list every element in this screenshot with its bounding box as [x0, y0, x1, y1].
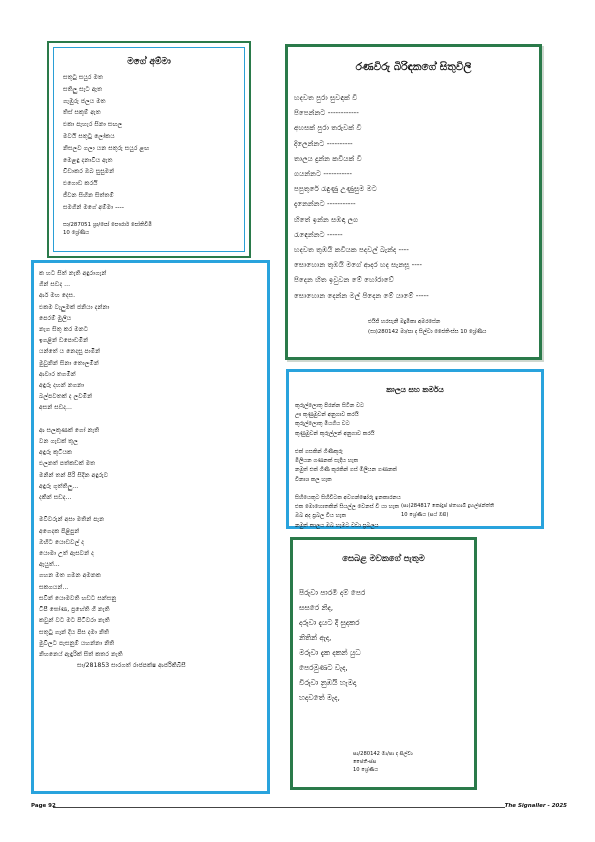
poem-line: හිතේ ඉන්න සඹඳා ලග [294, 214, 359, 224]
poem-line: දකින් සඩද... [39, 494, 72, 502]
poem-line: සමගින් මගේ අම්මා ---- [63, 203, 125, 211]
poem-line: දැනෙන්නට ----------- [294, 199, 356, 209]
poem-line: ඔහිට යොඩවල් ද [39, 538, 85, 546]
poem-line: පිපෙන්නට ------------ [294, 108, 359, 118]
author-unit: ජෛතිංස්ස [353, 759, 377, 765]
poem-line: එකා පැහැර සිනා සඟල [63, 121, 123, 129]
poem-card-mage-amma [47, 41, 251, 258]
poem-line: අසන් සඩද... [39, 404, 72, 412]
poem-line: වන ගැඩක් තුල [39, 438, 78, 446]
author-name: (සා)284817 කෝදුප් ජතහාබි දුහල්ජන්ත්ති [401, 503, 495, 509]
poem-line [295, 439, 401, 448]
poem-line: මුවුනින් සිනා තොලමින් [39, 359, 99, 367]
poem-line: පිරුවා පාරමී දම් පෙර [299, 588, 366, 597]
poem-line: අඳුරු දහන් නගනා [39, 382, 85, 390]
poem-title: කාලය සහ කර්මය [386, 385, 444, 394]
poem-line: අඳුරු ගුත්තිලු... [39, 482, 79, 490]
poem-line: රැඳෙන්නට ------ [294, 229, 343, 239]
author-credit [63, 221, 152, 237]
poem-line: දිලෙන්නට ---------- [294, 138, 353, 148]
author-credit: සා/281853 සාරගත් රාජපක්ෂ ආර්ජිකිබිසී [77, 662, 186, 670]
author-grade: (සා)280142 මා/පා ද සිල්වා ජෛතිංස්ස 10 ශ්‍රේණිය [368, 329, 487, 335]
poem-card-long [31, 260, 270, 794]
poem-line: නමුත් එක් ගිණි කූරකින් ගස් මිලියන ගණනක් [295, 467, 397, 474]
poem-line: නිතින් ඇද, [299, 633, 332, 642]
poem-line: සතුටු සයුර මත [63, 74, 103, 81]
author-credit [368, 317, 486, 337]
poem-line: පෙරමුණට වැද, [299, 663, 348, 672]
footer-divider [53, 807, 505, 808]
poem-line: අහසක් පුරා තරුවක් වී [294, 123, 362, 133]
poem-line: හදවතේ මැද, [299, 693, 340, 702]
poem-line: පිදෙන හිත ඉවුවන මේ හෝරාවේ [294, 275, 394, 285]
poem-line: නිහනෙය් ඇඳුරික් සිත් කතර නැති [39, 650, 123, 658]
poem-line: නැග සිතු කර මනට [39, 326, 89, 334]
poem-lines [295, 402, 401, 531]
poem-line: සිහියෙකුට සිහිවිටක අවගන්ෂෝරු ඉනකාරනය [295, 495, 401, 502]
poem-line: ගහන මත ගමන අමනක [39, 572, 101, 580]
poem-line: හදවත පුරා සුවඳක් වී [294, 93, 358, 102]
poem-line: සතුටු ගෑන් දිය පිස දමා නිති [39, 628, 110, 636]
poem-line: අඳුරු කුටියක [39, 449, 73, 457]
poem-card-kalaya-saha-karmaya [286, 369, 544, 529]
poem-line: යොමා උත් ඇසවන් ද [39, 550, 94, 558]
poem-line: නමුත් කාලය ඔබ හැමට වඩා ප්‍රබලය [295, 522, 379, 529]
poem-line: සවින් යොමවති හඩට සන්සනු [39, 594, 117, 602]
poem-line: මුවිලට පැසනුම් යහන්නා නිති [39, 639, 115, 647]
author-credit [401, 502, 494, 520]
poem-card-ranaviru-biridakage-sithuvili [285, 44, 542, 360]
poem-line: සකගයන්... [39, 583, 69, 591]
poem-line: එක් ගසකින් ගිණිකුරු [295, 449, 343, 456]
poem-line [39, 414, 186, 425]
poem-line: ක හට සිත් නැති අඳුරාගැන් [39, 270, 107, 277]
poem-line: මිලියන ගණනක් සැදිය හැක [295, 458, 359, 465]
author-name: එයිජි හරසැනී මදුමිකා අමරසේන [368, 319, 441, 325]
poem-line: ආචාර තගමින් [39, 370, 76, 378]
poem-line [295, 485, 401, 494]
poem-line: ටීපී ඝෝණ, ප්‍රහේති ගී නැති [39, 606, 110, 614]
poem-line: දරුවා දැයට දී සුදකර [299, 618, 360, 627]
poem-line: ආ සලකුණක් ගෝ නැති [39, 426, 100, 434]
poem-line: මවිවරුන් අසා මතින් පැන [39, 516, 105, 524]
poem-lines [294, 90, 429, 303]
poem-line: මරුවා දැක දකන් යුධ [299, 648, 361, 657]
poem-line: ආර් මහ දෙස. [39, 292, 76, 300]
poem-line: ජීවන සිහින සිත්තම් [63, 191, 114, 199]
poem-line: එකම වැලුමක් ජනියා දන්නා [39, 303, 110, 311]
poem-line: කුරුල්ලොතු මියගිය වට [295, 421, 350, 428]
author-grade: 10 ශ්‍රේණිය (සය් ඔසි) [401, 512, 449, 518]
poem-line: ඌ කුණුමුවන් අනුගාව කරයි [295, 412, 359, 419]
poem-line: සසරෙ නිද, [299, 603, 334, 612]
poem-line: කුරුල්ලොතු පිරන්න සිටින වට [295, 403, 364, 409]
poem-line: පපුතුරේ රැඳුණු උණුසුම මට [294, 184, 377, 194]
poem-line [39, 503, 186, 514]
author-credit [353, 750, 413, 774]
poem-line: කුණුමුවන් කුරුල්ලන් අනුගාව කරයි [295, 430, 375, 437]
poem-title: රණවිරු බිරිඳකගේ සිතුවිලි [355, 61, 472, 73]
poem-line: ගින් සඩද ... [39, 281, 71, 289]
poem-line: මනින් තන් පිරි සිදින අඳුරුව [39, 471, 109, 479]
poem-line: යන්තේ ය නෙදසු පාමින් [39, 348, 101, 356]
poem-line: අගෙදක පිළිපුන් [39, 527, 80, 535]
poem-line: ඔබ අද ප්‍රබල විය හැක [295, 513, 346, 520]
poem-card-sebala-mavakage-pathuma [290, 537, 477, 790]
poem-line: හදවත තුඹයි කවියක පදවල් බැන්ද ---- [294, 245, 409, 255]
poem-line: තිස් සකුම් ඇත [63, 109, 101, 117]
poem-lines [299, 585, 365, 705]
page-number: Page 92 [31, 803, 56, 809]
poem-line: විරුවා නුඹයි හැමදා [299, 678, 357, 687]
poem-line: මෙළඳු දනාවිය ඇත [63, 156, 113, 164]
poem-line: බල්පවතක් ද ලවමින් [39, 393, 93, 401]
poem-line: ඉගළින් ඩපොඩමින් [39, 337, 89, 345]
author-name: සා/287051 ශ්‍රා/පෝ පෞරාර් පෝතිවිමි [63, 222, 153, 228]
poem-line: කවුන් වට මට පිටිවරා නැති [39, 617, 110, 625]
poem-line: එක මොහොතකින් සියල්ල වෙනස් වී යා හැක [295, 504, 399, 511]
poem-line: චිඩාකර ඔබ සුසුමන් [63, 168, 115, 176]
poem-line: ගැඹුරු ජලය මත [63, 97, 106, 105]
poem-line: සොහොන දෙන්න මල් පිදෙන මේ යාමේ ----- [294, 290, 429, 300]
poem-line: තාලය දුන්න කවියක් වී [294, 153, 362, 163]
magazine-name: The Signaller - 2025 [504, 803, 567, 809]
poem-line: එලනත් පත්කඩක් මත [39, 460, 96, 468]
poem-line: සොහොන තුඹයි මගේ ආදර හද සැනසූ ---- [294, 260, 422, 270]
poem-line: විනාශ කල හැක [295, 476, 332, 483]
poem-lines [63, 72, 149, 214]
poem-line: මවයි සතුටු ලෝකය [63, 132, 115, 140]
poem-line: නිසලව ගලා යන සතුරු සයුර ළඟ [63, 144, 150, 152]
poem-title: සෙබළ මවකගේ පැතුම [342, 554, 425, 564]
poem-lines [39, 268, 186, 671]
poem-title: මගේ අම්මා [127, 57, 171, 67]
author-grade: 10 ශ්‍රේණිය [353, 767, 379, 773]
page-footer [31, 803, 567, 813]
poem-line: පෙරම් මුලිය [39, 314, 72, 322]
poem-line: ඇයුත්... [39, 561, 60, 569]
poem-line: සතිලු සැට ඇත [63, 85, 103, 93]
poem-line: එගොඩ කරයි [63, 180, 98, 188]
author-name: සා/280142 මා/පා ද සිල්වා [353, 751, 413, 757]
poem-line: ගයන්නට ----------- [294, 169, 352, 179]
author-grade: 10 ශ්‍රේණිය [63, 230, 90, 236]
